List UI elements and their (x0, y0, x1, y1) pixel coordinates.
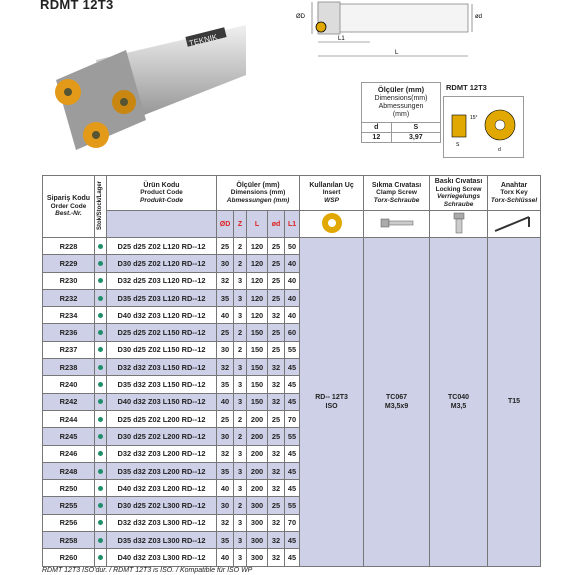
dim-L1-cell: 40 (285, 289, 300, 306)
dim-d-cell: 32 (268, 393, 285, 410)
h-prod-tr: Ürün Kodu (143, 181, 180, 189)
insert-value (300, 238, 364, 567)
col-clamp-screw (364, 176, 430, 211)
in-stock-icon (98, 244, 103, 249)
dim-L1-cell: 55 (285, 341, 300, 358)
h-dim-tr: Ölçüler (mm) (236, 181, 280, 189)
key-icon-cell (488, 211, 541, 238)
dim-Z-cell: 3 (234, 307, 247, 324)
dim-D-cell: 40 (217, 480, 234, 497)
dim-L-cell: 120 (247, 238, 268, 255)
insert-value-line: ISO (325, 402, 338, 410)
dim-Z-cell: 2 (234, 255, 247, 272)
stock-cell (95, 480, 107, 497)
screw-icon (377, 216, 417, 230)
order-code-cell: R229 (43, 255, 95, 272)
dim-col-D: ØD (217, 211, 234, 238)
order-code-cell: R256 (43, 514, 95, 531)
order-code-cell: R258 (43, 532, 95, 549)
in-stock-icon (98, 469, 103, 474)
dims-head-unit: (mm) (392, 111, 410, 118)
product-code-cell: D35 d32 Z03 L200 RD--12 (107, 462, 217, 479)
product-code-cell: D35 d25 Z03 L120 RD--12 (107, 289, 217, 306)
dims-head-bold: Ölçüler (mm) (377, 85, 425, 94)
dim-L1-cell: 45 (285, 462, 300, 479)
stock-cell (95, 341, 107, 358)
h-lock-tr: Baskı Cıvatası (434, 178, 483, 185)
dim-Z-cell: 3 (234, 272, 247, 289)
dim-d-cell: 25 (268, 289, 285, 306)
dim-L-cell: 200 (247, 445, 268, 462)
product-code-cell: D40 d32 Z03 L200 RD--12 (107, 480, 217, 497)
order-code-cell: R230 (43, 272, 95, 289)
order-code-cell: R240 (43, 376, 95, 393)
dim-L-cell: 120 (247, 255, 268, 272)
dim-d-cell: 25 (268, 410, 285, 427)
clamp-screw-value-line: TC067 (386, 393, 408, 401)
key-value-line: T15 (508, 398, 521, 406)
dim-d-cell: 32 (268, 445, 285, 462)
order-code-cell: R237 (43, 341, 95, 358)
in-stock-icon (98, 330, 103, 335)
in-stock-icon (98, 347, 103, 352)
dim-L1-cell: 45 (285, 532, 300, 549)
dim-D-cell: 32 (217, 272, 234, 289)
product-code-cell: D32 d32 Z03 L200 RD--12 (107, 445, 217, 462)
insert-drawing-icon (316, 22, 326, 32)
dim-d-cell: 32 (268, 462, 285, 479)
dim-L1-cell: 40 (285, 255, 300, 272)
product-code-cell: D32 d25 Z03 L120 RD--12 (107, 272, 217, 289)
stock-cell (95, 307, 107, 324)
dim-L1-cell: 55 (285, 497, 300, 514)
dim-D-cell: 30 (217, 497, 234, 514)
stock-cell (95, 514, 107, 531)
product-code-cell: D25 d25 Z02 L200 RD--12 (107, 410, 217, 427)
locking-screw-icon-cell (430, 211, 488, 238)
stock-cell (95, 359, 107, 376)
h-dim-en: Dimensions (mm) (230, 189, 286, 197)
dim-D-cell: 40 (217, 307, 234, 324)
product-code-cell: D40 d32 Z03 L150 RD--12 (107, 393, 217, 410)
dim-L-cell: 300 (247, 549, 268, 566)
product-code-cell: D40 d32 Z03 L300 RD--12 (107, 549, 217, 566)
order-code-cell: R250 (43, 480, 95, 497)
dim-Z-cell: 2 (234, 341, 247, 358)
h-key-tr: Anahtar (500, 181, 528, 189)
dim-Z-cell: 3 (234, 393, 247, 410)
dim-L-cell: 150 (247, 359, 268, 376)
product-blank (107, 211, 217, 238)
stock-cell (95, 272, 107, 289)
insert-label: RDMT 12T3 (446, 83, 487, 92)
insert-dim-d: d (498, 147, 501, 153)
key-value (488, 238, 541, 567)
footnote: RDMT 12T3 ISO'dur. / RDMT 12T3 is ISO. / Kompatible für ISO WP (42, 567, 253, 574)
dim-d-cell: 25 (268, 324, 285, 341)
dim-col-L1: L1 (285, 211, 300, 238)
dim-col-Z: Z (234, 211, 247, 238)
dim-Z-cell: 3 (234, 480, 247, 497)
locking-screw-value (430, 238, 488, 567)
dim-L1-cell: 45 (285, 480, 300, 497)
in-stock-icon (98, 278, 103, 283)
stock-cell (95, 238, 107, 255)
dim-d-cell: 25 (268, 428, 285, 445)
dim-D-cell: 35 (217, 532, 234, 549)
dim-D-cell: 40 (217, 393, 234, 410)
dim-d-cell: 25 (268, 341, 285, 358)
dim-D-cell: 40 (217, 549, 234, 566)
in-stock-icon (98, 486, 103, 491)
dim-d-cell: 25 (268, 272, 285, 289)
col-stock (95, 176, 107, 238)
in-stock-icon (98, 503, 103, 508)
order-code-cell: R244 (43, 410, 95, 427)
dim-D-cell: 30 (217, 255, 234, 272)
stock-cell (95, 497, 107, 514)
order-code-cell: R232 (43, 289, 95, 306)
dim-L-cell: 200 (247, 410, 268, 427)
h-prod-en: Product Code (140, 189, 183, 197)
drawing-label-l: L (395, 50, 399, 56)
clamp-screw-value (364, 238, 430, 567)
insert-icon-cell (300, 211, 364, 238)
dim-L-cell: 120 (247, 289, 268, 306)
product-code-cell: D32 d32 Z03 L300 RD--12 (107, 514, 217, 531)
insert-dimension-table (361, 82, 441, 143)
dim-d-cell: 32 (268, 532, 285, 549)
dim-d-cell: 25 (268, 497, 285, 514)
dim-col-L: L (247, 211, 268, 238)
h-insert-de: WSP (324, 196, 339, 204)
order-code-cell: R260 (43, 549, 95, 566)
in-stock-icon (98, 555, 103, 560)
stock-cell (95, 532, 107, 549)
dim-d-cell: 25 (268, 238, 285, 255)
h-dim-de: Abmessungen (mm) (226, 196, 290, 204)
dim-L-cell: 200 (247, 480, 268, 497)
brand-mark: TEKNIK (188, 32, 219, 49)
col-dimensions (217, 176, 300, 211)
product-code-cell: D32 d32 Z03 L150 RD--12 (107, 359, 217, 376)
product-code-cell: D25 d25 Z02 L120 RD--12 (107, 238, 217, 255)
stock-cell (95, 445, 107, 462)
dim-L1-cell: 40 (285, 272, 300, 289)
h-order-en: Order Code (50, 202, 87, 210)
dim-L-cell: 150 (247, 376, 268, 393)
dim-L-cell: 300 (247, 532, 268, 549)
dim-Z-cell: 3 (234, 359, 247, 376)
dim-L1-cell: 70 (285, 514, 300, 531)
dims-val-d: 12 (362, 133, 392, 143)
in-stock-icon (98, 434, 103, 439)
in-stock-icon (98, 313, 103, 318)
dim-D-cell: 35 (217, 462, 234, 479)
dim-L1-cell: 45 (285, 376, 300, 393)
product-code-cell: D40 d32 Z03 L120 RD--12 (107, 307, 217, 324)
dim-L-cell: 200 (247, 428, 268, 445)
tool-drawing (290, 0, 510, 68)
in-stock-icon (98, 261, 103, 266)
dim-L1-cell: 45 (285, 445, 300, 462)
dim-col-d: ød (268, 211, 285, 238)
stock-cell (95, 549, 107, 566)
stock-cell (95, 410, 107, 427)
dim-L1-cell: 40 (285, 307, 300, 324)
page-title: RDMT 12T3 (40, 0, 114, 12)
dim-Z-cell: 2 (234, 497, 247, 514)
torx-key-icon (491, 212, 537, 234)
dim-d-cell: 32 (268, 549, 285, 566)
h-insert-en: Insert (322, 189, 341, 197)
dim-Z-cell: 3 (234, 289, 247, 306)
dims-col-s: S (391, 123, 440, 133)
h-lock-de: Verriegelungs Schraube (436, 193, 481, 208)
dim-D-cell: 32 (217, 445, 234, 462)
dim-Z-cell: 2 (234, 324, 247, 341)
order-code-cell: R246 (43, 445, 95, 462)
dims-head-de: Abmessungen (378, 103, 424, 110)
dim-L1-cell: 70 (285, 410, 300, 427)
col-insert (300, 176, 364, 211)
dim-L-cell: 150 (247, 324, 268, 341)
dim-L1-cell: 60 (285, 324, 300, 341)
stock-cell (95, 255, 107, 272)
clamp-screw-icon-cell (364, 211, 430, 238)
h-clamp-en: Clamp Screw (376, 189, 417, 197)
order-code-cell: R234 (43, 307, 95, 324)
dim-L1-cell: 45 (285, 393, 300, 410)
product-code-cell: D30 d25 Z02 L150 RD--12 (107, 341, 217, 358)
h-lock-en: Locking Screw (435, 185, 482, 193)
stock-cell (95, 324, 107, 341)
product-code-cell: D30 d25 Z02 L120 RD--12 (107, 255, 217, 272)
insert-dim-angle: 15° (470, 115, 478, 121)
insert-dim-s: S (456, 142, 460, 148)
h-clamp-tr: Sıkma Cıvatası (371, 181, 422, 189)
dim-Z-cell: 3 (234, 462, 247, 479)
drawing-label-l1: L1 (338, 36, 345, 42)
dim-L1-cell: 50 (285, 238, 300, 255)
dim-L-cell: 120 (247, 307, 268, 324)
table-row (43, 238, 541, 255)
drawing-label-od: ød (475, 14, 483, 20)
h-key-de: Torx-Schlüssel (490, 196, 538, 204)
dim-D-cell: 25 (217, 410, 234, 427)
dim-L1-cell: 45 (285, 549, 300, 566)
order-code-cell: R238 (43, 359, 95, 376)
h-order-tr: Sipariş Kodu (46, 195, 91, 203)
dim-d-cell: 32 (268, 307, 285, 324)
tool-photo (36, 20, 246, 160)
order-code-cell: R248 (43, 462, 95, 479)
stock-cell (95, 376, 107, 393)
clamp-screw-value-line: M3,5x9 (384, 402, 409, 410)
dim-d-cell: 25 (268, 255, 285, 272)
h-insert-tr: Kullanılan Uç (309, 181, 354, 189)
dim-D-cell: 30 (217, 341, 234, 358)
insert-value-line: RD-- 12T3 (315, 393, 348, 401)
dim-Z-cell: 2 (234, 428, 247, 445)
dim-Z-cell: 2 (234, 410, 247, 427)
h-key-en: Torx Key (500, 189, 528, 197)
dim-D-cell: 35 (217, 376, 234, 393)
stock-cell (95, 289, 107, 306)
col-key (488, 176, 541, 211)
h-prod-de: Produkt-Code (140, 196, 183, 204)
dim-Z-cell: 3 (234, 514, 247, 531)
locking-screw-value-line: TC040 (448, 393, 470, 401)
dim-L-cell: 120 (247, 272, 268, 289)
product-code-cell: D30 d25 Z02 L300 RD--12 (107, 497, 217, 514)
dim-D-cell: 32 (217, 514, 234, 531)
insert-icon (320, 211, 344, 235)
col-locking-screw (430, 176, 488, 211)
product-code-cell: D35 d32 Z03 L300 RD--12 (107, 532, 217, 549)
insert-side-icon (452, 115, 466, 137)
stock-cell (95, 462, 107, 479)
insert-diagram (443, 96, 524, 158)
dim-d-cell: 32 (268, 514, 285, 531)
product-code-cell: D30 d25 Z02 L200 RD--12 (107, 428, 217, 445)
dim-Z-cell: 2 (234, 238, 247, 255)
dim-Z-cell: 3 (234, 445, 247, 462)
product-code-cell: D25 d25 Z02 L150 RD--12 (107, 324, 217, 341)
order-code-cell: R255 (43, 497, 95, 514)
in-stock-icon (98, 520, 103, 525)
in-stock-icon (98, 296, 103, 301)
dim-d-cell: 32 (268, 359, 285, 376)
dim-D-cell: 35 (217, 289, 234, 306)
in-stock-icon (98, 399, 103, 404)
h-clamp-de: Torx-Schraube (373, 196, 420, 204)
dim-D-cell: 25 (217, 324, 234, 341)
dims-col-d: d (362, 123, 392, 133)
dim-Z-cell: 3 (234, 376, 247, 393)
order-code-cell: R228 (43, 238, 95, 255)
dims-head-en: Dimensions(mm) (374, 95, 428, 102)
dim-L-cell: 150 (247, 341, 268, 358)
h-stock: Stok/Stock/Lager (96, 180, 103, 230)
in-stock-icon (98, 451, 103, 456)
dim-L-cell: 200 (247, 462, 268, 479)
dim-L-cell: 150 (247, 393, 268, 410)
dim-Z-cell: 3 (234, 532, 247, 549)
in-stock-icon (98, 417, 103, 422)
in-stock-icon (98, 365, 103, 370)
col-product-code (107, 176, 217, 211)
dim-D-cell: 32 (217, 359, 234, 376)
order-code-cell: R245 (43, 428, 95, 445)
in-stock-icon (98, 382, 103, 387)
dim-Z-cell: 3 (234, 549, 247, 566)
dim-d-cell: 32 (268, 480, 285, 497)
in-stock-icon (98, 538, 103, 543)
dim-D-cell: 30 (217, 428, 234, 445)
dim-L-cell: 300 (247, 514, 268, 531)
dim-L1-cell: 55 (285, 428, 300, 445)
locking-screw-value-line: M3,5 (450, 402, 467, 410)
stock-cell (95, 393, 107, 410)
order-code-cell: R242 (43, 393, 95, 410)
h-order-de: Best.-Nr. (55, 210, 82, 218)
dim-d-cell: 32 (268, 376, 285, 393)
dim-L-cell: 300 (247, 497, 268, 514)
stock-cell (95, 428, 107, 445)
order-code-cell: R236 (43, 324, 95, 341)
dim-L1-cell: 45 (285, 359, 300, 376)
product-code-cell: D35 d32 Z03 L150 RD--12 (107, 376, 217, 393)
product-table (42, 175, 541, 567)
drawing-label-d0: ØD (296, 14, 305, 20)
locking-screw-icon (451, 211, 467, 235)
dim-D-cell: 25 (217, 238, 234, 255)
col-order-code (43, 176, 95, 238)
dims-val-s: 3,97 (391, 133, 440, 143)
